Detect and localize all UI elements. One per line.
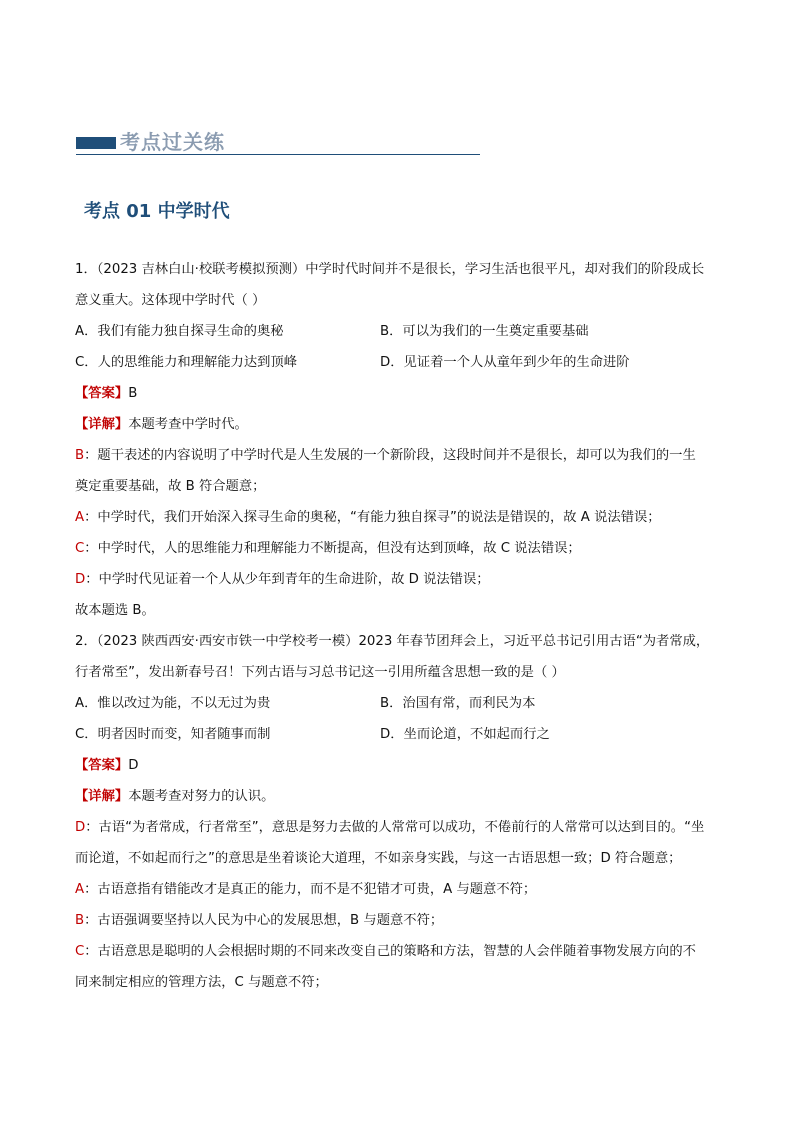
q1-explain-d-text: ：中学时代见证着一个人从少年到青年的生命进阶，故 D 说法错误； [85,572,490,587]
q1-explain-c-text: ：中学时代，人的思维能力和理解能力不断提高，但没有达到顶峰，故 C 说法错误； [84,541,581,556]
q2-explain-b [75,905,723,936]
q2-stem-line1: 2．（2023 陕西西安·西安市铁一中学校考一模）2023 年春节团拜会上，习近平总书记引用古语“为者常成， [75,634,710,649]
q2-option-a: A．惟以改过为能，不以无过为贵 [75,696,271,711]
q2-answer-tag: 【答案】 [75,758,129,773]
q1-answer-tag: 【答案】 [75,386,129,401]
q1-option-b: B．可以为我们的一生奠定重要基础 [380,324,589,339]
q1-stem-line2: 意义重大。这体现中学时代（ ） [75,293,266,308]
q2-option-c: C．明者因时而变，知者随事而制 [75,727,271,742]
q2-explain-c-prefix: C [75,944,85,959]
q1-stem-line1: 1．（2023 吉林白山·校联考模拟预测）中学时代时间并不是很长，学习生活也很平凡，却对我们的阶段成长 [75,262,705,277]
q1-answer-value: B [128,386,138,401]
section-header-block [76,137,116,149]
q2-explain-c-line1 [75,936,723,967]
q2-explain-d-line1 [75,812,723,843]
q2-detail-tag: 【详解】 [75,789,129,804]
kaodian-heading: 考点 01 中学时代 [84,201,230,222]
q2-options-row2 [75,719,723,750]
q1-detail-tag: 【详解】 [75,417,129,432]
section-title: 考点过关练 [120,130,225,154]
q2-explain-a-text: ：古语意指有错能改才是真正的能力，而不是不犯错才可贵，A 与题意不符； [84,882,537,897]
q1-explain-b-line2: 奠定重要基础，故 B 符合题意； [75,479,266,494]
q1-explain-a-text: ：中学时代，我们开始深入探寻生命的奥秘，“有能力独自探寻”的说法是错误的，故 A 说法错误； [84,510,661,525]
q2-explain-a [75,874,723,905]
q2-detail [75,781,723,812]
q1-explain-b-prefix: B [75,448,85,463]
q1-option-c: C．人的思维能力和理解能力达到顶峰 [75,355,298,370]
q1-explain-b-text: ：题干表述的内容说明了中学时代是人生发展的一个新阶段，这段时间并不是很长，却可以为我们的一生 [84,448,696,463]
q2-explain-c-line2: 同来制定相应的管理方法，C 与题意不符； [75,975,328,990]
section-header [76,127,480,157]
q2-answer [75,750,723,781]
q1-option-a: A．我们有能力独自探寻生命的奥秘 [75,324,284,339]
q2-option-d: D．坐而论道，不如起而行之 [380,727,550,742]
q2-explain-c-text: ：古语意思是聪明的人会根据时期的不同来改变自己的策略和方法，智慧的人会伴随着事物发展方向的不 [84,944,696,959]
q2-options-row1 [75,688,723,719]
q2-explain-b-text: ：古语强调要坚持以人民为中心的发展思想，B 与题意不符； [84,913,444,928]
q2-stem-line2: 行者常至”，发出新春号召！下列古语与习总书记这一引用所蕴含思想一致的是（ ） [75,665,565,680]
question-content [75,254,723,998]
section-header-rule [76,154,480,155]
q1-detail [75,409,723,440]
q2-explain-d-prefix: D [75,820,86,835]
q1-detail-text: 本题考查中学时代。 [128,417,248,432]
q1-explain-a [75,502,723,533]
q2-explain-d-line2: 而论道，不如起而行之”的意思是坐着谈论大道理，不如亲身实践，与这一古语思想一致；D 符合题意； [75,851,682,866]
q1-options-row2 [75,347,723,378]
q1-explain-b-line1 [75,440,723,471]
q2-explain-a-prefix: A [75,882,85,897]
q1-explain-a-prefix: A [75,510,85,525]
q1-option-d: D．见证着一个人从童年到少年的生命进阶 [380,355,630,370]
q2-option-b: B．治国有常，而利民为本 [380,696,536,711]
q2-explain-d-text: ：古语“为者常成，行者常至”，意思是努力去做的人常常可以成功，不倦前行的人常常可以达到目的。“坐 [85,820,705,835]
q1-explain-c [75,533,723,564]
q2-explain-b-prefix: B [75,913,85,928]
q1-explain-d-prefix: D [75,572,86,587]
q1-answer [75,378,723,409]
q2-answer-value: D [128,758,139,773]
q1-conclusion: 故本题选 B。 [75,603,155,618]
q2-detail-text: 本题考查对努力的认识。 [128,789,275,804]
q1-options-row1 [75,316,723,347]
q1-explain-d [75,564,723,595]
q1-explain-c-prefix: C [75,541,85,556]
